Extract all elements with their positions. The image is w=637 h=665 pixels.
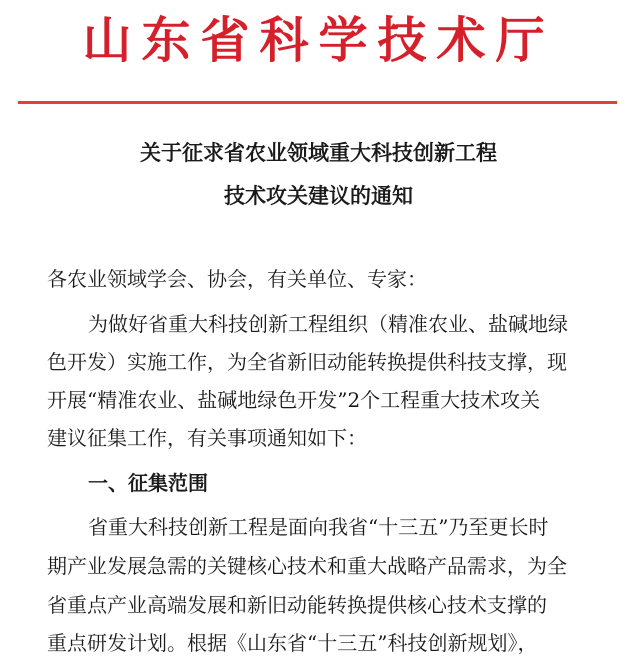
section-1-heading: 一、征集范围	[88, 471, 208, 495]
paragraph-1-line-3: 开展“精准农业、盐碱地绿色开发”2个工程重大技术攻关	[47, 388, 541, 412]
paragraph-1-line-1: 为做好省重大科技创新工程组织（精准农业、盐碱地绿	[88, 312, 568, 336]
letterhead-red-rule	[18, 101, 617, 104]
paragraph-2-line-3: 省重点产业高端发展和新旧动能转换提供核心技术支撑的	[47, 593, 547, 617]
paragraph-2-line-4: 重点研发计划。根据《山东省“十三五”科技创新规划》，	[47, 631, 538, 655]
paragraph-2-line-1: 省重大科技创新工程是面向我省“十三五”乃至更长时	[88, 515, 549, 539]
letterhead-org-name: 山东省科学技术厅	[82, 11, 555, 69]
salutation: 各农业领域学会、协会，有关单位、专家：	[47, 267, 427, 291]
paragraph-2-line-2: 期产业发展急需的关键核心技术和重大战略产品需求，为全	[47, 554, 567, 578]
document-title-line-2: 技术攻关建议的通知	[224, 183, 413, 208]
paragraph-1-line-4: 建议征集工作，有关事项通知如下：	[47, 426, 367, 450]
document-title-line-1: 关于征求省农业领域重大科技创新工程	[140, 140, 497, 165]
paragraph-1-line-2: 色开发）实施工作，为全省新旧动能转换提供科技支撑，现	[47, 350, 567, 374]
